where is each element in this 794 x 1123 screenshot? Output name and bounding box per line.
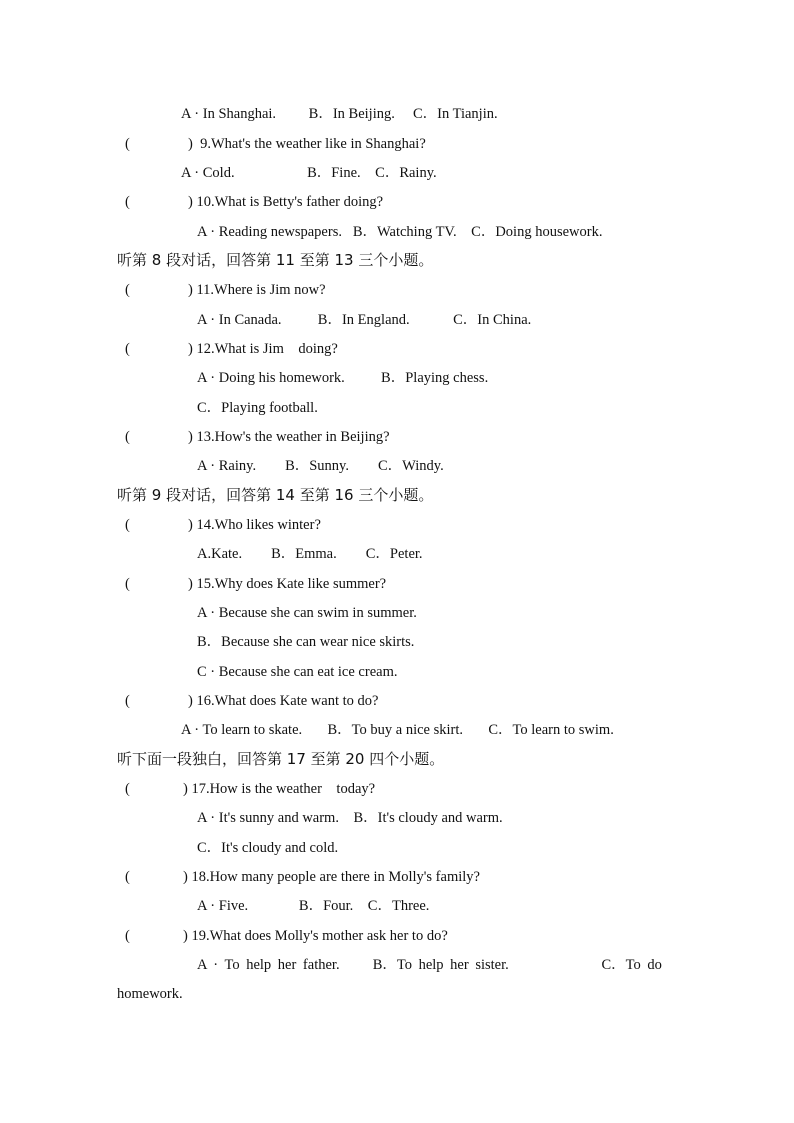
section-heading-dialogue-9: 听第 9 段对话，回答第 14 至第 16 三个小题。	[117, 486, 434, 504]
answer-blank-q16: (	[125, 693, 130, 709]
answer-blank-q10: (	[125, 194, 130, 210]
option-q15-b: B．Because she can wear nice skirts.	[197, 634, 415, 650]
question-10: ) 10.What is Betty's father doing?	[188, 194, 384, 210]
question-9: ) 9.What's the weather like in Shanghai?	[188, 136, 426, 152]
options-q16: A · To learn to skate. B．To buy a nice skirt. C．To learn to swim.	[181, 722, 614, 738]
option-q15-a: A · Because she can swim in summer.	[197, 605, 417, 621]
options-q18: A · Five. B．Four. C．Three.	[197, 898, 430, 914]
section-heading-dialogue-8: 听第 8 段对话，回答第 11 至第 13 三个小题。	[117, 251, 434, 269]
answer-blank-q18: (	[125, 869, 130, 885]
options-q14: A.Kate. B．Emma. C．Peter.	[197, 546, 423, 562]
options-q19-continued: homework.	[117, 986, 183, 1002]
question-19: ) 19.What does Molly's mother ask her to do?	[183, 928, 448, 944]
option-q15-c: C · Because she can eat ice cream.	[197, 664, 398, 680]
question-14: ) 14.Who likes winter?	[188, 517, 321, 533]
answer-blank-q17: (	[125, 781, 130, 797]
question-16: ) 16.What does Kate want to do?	[188, 693, 379, 709]
options-q12-ab: A · Doing his homework. B．Playing chess.	[197, 370, 489, 386]
options-q10: A · Reading newspapers. B．Watching TV. C．Doing housework.	[197, 224, 603, 240]
answer-blank-q9: (	[125, 136, 130, 152]
options-q11: A · In Canada. B．In England. C．In China.	[197, 312, 532, 328]
options-q13: A · Rainy. B．Sunny. C．Windy.	[197, 458, 444, 474]
options-q8: A · In Shanghai. B．In Beijing. C．In Tianjin.	[181, 106, 498, 122]
answer-blank-q11: (	[125, 282, 130, 298]
answer-blank-q15: (	[125, 576, 130, 592]
question-13: ) 13.How's the weather in Beijing?	[188, 429, 390, 445]
answer-blank-q12: (	[125, 341, 130, 357]
options-q9: A · Cold. B．Fine. C．Rainy.	[181, 165, 437, 181]
options-q19: A · To help her father. B．To help her sister. C．To do	[197, 957, 662, 973]
answer-blank-q14: (	[125, 517, 130, 533]
question-17: ) 17.How is the weather today?	[183, 781, 376, 797]
answer-blank-q13: (	[125, 429, 130, 445]
question-18: ) 18.How many people are there in Molly's family?	[183, 869, 480, 885]
answer-blank-q19: (	[125, 928, 130, 944]
options-q17-ab: A · It's sunny and warm. B．It's cloudy and warm.	[197, 810, 503, 826]
question-15: ) 15.Why does Kate like summer?	[188, 576, 387, 592]
section-heading-monologue: 听下面一段独白，回答第 17 至第 20 四个小题。	[117, 750, 445, 768]
options-q12-c: C．Playing football.	[197, 400, 318, 416]
options-q17-c: C．It's cloudy and cold.	[197, 840, 339, 856]
question-12: ) 12.What is Jim doing?	[188, 341, 338, 357]
question-11: ) 11.Where is Jim now?	[188, 282, 326, 298]
